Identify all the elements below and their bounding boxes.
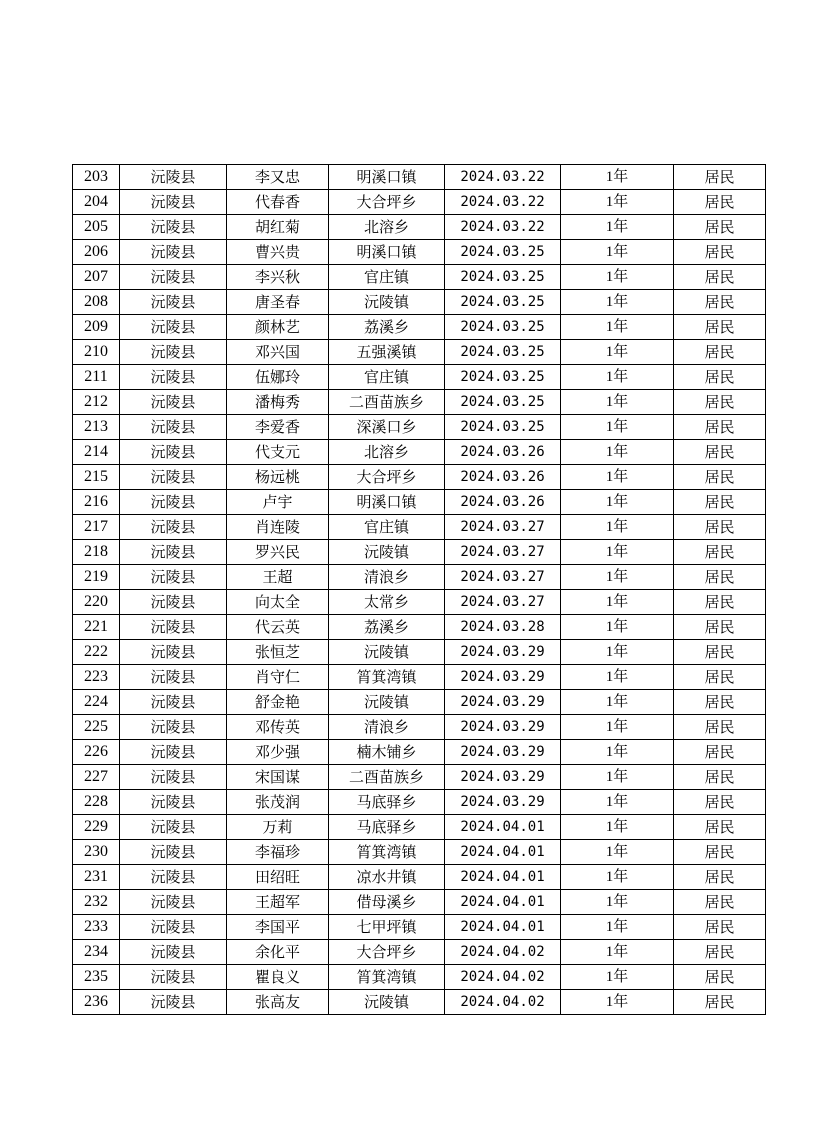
date-cell: 2024.04.02	[445, 965, 561, 990]
county-cell: 沅陵县	[120, 740, 227, 765]
period-cell: 1年	[561, 565, 674, 590]
table-row	[73, 515, 766, 540]
period-cell: 1年	[561, 315, 674, 340]
date-cell: 2024.03.27	[445, 590, 561, 615]
county-cell: 沅陵县	[120, 490, 227, 515]
name-cell: 罗兴民	[227, 540, 329, 565]
date-cell: 2024.03.27	[445, 540, 561, 565]
county-cell: 沅陵县	[120, 265, 227, 290]
category-cell: 居民	[674, 240, 766, 265]
period-cell: 1年	[561, 890, 674, 915]
category-cell: 居民	[674, 165, 766, 190]
township-cell: 大合坪乡	[329, 940, 445, 965]
record-number: 226	[73, 740, 120, 765]
county-cell: 沅陵县	[120, 990, 227, 1015]
township-cell: 楠木铺乡	[329, 740, 445, 765]
category-cell: 居民	[674, 515, 766, 540]
record-number: 232	[73, 890, 120, 915]
date-cell: 2024.04.01	[445, 815, 561, 840]
period-cell: 1年	[561, 865, 674, 890]
category-cell: 居民	[674, 765, 766, 790]
record-number: 214	[73, 440, 120, 465]
period-cell: 1年	[561, 790, 674, 815]
table-row	[73, 165, 766, 190]
township-cell: 凉水井镇	[329, 865, 445, 890]
period-cell: 1年	[561, 765, 674, 790]
name-cell: 肖连陵	[227, 515, 329, 540]
record-number: 233	[73, 915, 120, 940]
table-row	[73, 565, 766, 590]
category-cell: 居民	[674, 215, 766, 240]
record-number: 228	[73, 790, 120, 815]
table-row	[73, 415, 766, 440]
category-cell: 居民	[674, 690, 766, 715]
county-cell: 沅陵县	[120, 415, 227, 440]
period-cell: 1年	[561, 965, 674, 990]
table-row	[73, 815, 766, 840]
records-table	[72, 164, 766, 1015]
date-cell: 2024.03.25	[445, 415, 561, 440]
county-cell: 沅陵县	[120, 840, 227, 865]
township-cell: 七甲坪镇	[329, 915, 445, 940]
township-cell: 筲箕湾镇	[329, 840, 445, 865]
category-cell: 居民	[674, 815, 766, 840]
category-cell: 居民	[674, 990, 766, 1015]
date-cell: 2024.03.25	[445, 340, 561, 365]
record-number: 206	[73, 240, 120, 265]
name-cell: 李兴秋	[227, 265, 329, 290]
record-number: 203	[73, 165, 120, 190]
table-row	[73, 790, 766, 815]
township-cell: 二酉苗族乡	[329, 765, 445, 790]
record-number: 216	[73, 490, 120, 515]
date-cell: 2024.04.02	[445, 990, 561, 1015]
name-cell: 余化平	[227, 940, 329, 965]
table-row	[73, 365, 766, 390]
date-cell: 2024.04.01	[445, 865, 561, 890]
name-cell: 邓传英	[227, 715, 329, 740]
county-cell: 沅陵县	[120, 565, 227, 590]
name-cell: 颜林艺	[227, 315, 329, 340]
record-number: 229	[73, 815, 120, 840]
category-cell: 居民	[674, 615, 766, 640]
date-cell: 2024.04.02	[445, 940, 561, 965]
table-row	[73, 965, 766, 990]
category-cell: 居民	[674, 390, 766, 415]
date-cell: 2024.03.29	[445, 765, 561, 790]
name-cell: 卢宇	[227, 490, 329, 515]
township-cell: 清浪乡	[329, 565, 445, 590]
name-cell: 代春香	[227, 190, 329, 215]
period-cell: 1年	[561, 340, 674, 365]
record-number: 231	[73, 865, 120, 890]
table-row	[73, 915, 766, 940]
county-cell: 沅陵县	[120, 540, 227, 565]
category-cell: 居民	[674, 540, 766, 565]
name-cell: 胡红菊	[227, 215, 329, 240]
township-cell: 清浪乡	[329, 715, 445, 740]
record-number: 223	[73, 665, 120, 690]
category-cell: 居民	[674, 715, 766, 740]
category-cell: 居民	[674, 265, 766, 290]
name-cell: 张恒芝	[227, 640, 329, 665]
name-cell: 李爱香	[227, 415, 329, 440]
township-cell: 太常乡	[329, 590, 445, 615]
record-number: 209	[73, 315, 120, 340]
date-cell: 2024.03.25	[445, 390, 561, 415]
table-row	[73, 865, 766, 890]
township-cell: 官庄镇	[329, 515, 445, 540]
name-cell: 张茂润	[227, 790, 329, 815]
name-cell: 李又忠	[227, 165, 329, 190]
table-row	[73, 590, 766, 615]
table-row	[73, 740, 766, 765]
record-number: 213	[73, 415, 120, 440]
county-cell: 沅陵县	[120, 515, 227, 540]
record-number: 212	[73, 390, 120, 415]
period-cell: 1年	[561, 690, 674, 715]
county-cell: 沅陵县	[120, 190, 227, 215]
name-cell: 杨远桃	[227, 465, 329, 490]
date-cell: 2024.03.26	[445, 440, 561, 465]
township-cell: 深溪口乡	[329, 415, 445, 440]
township-cell: 北溶乡	[329, 440, 445, 465]
township-cell: 官庄镇	[329, 265, 445, 290]
county-cell: 沅陵县	[120, 640, 227, 665]
table-row	[73, 215, 766, 240]
township-cell: 五强溪镇	[329, 340, 445, 365]
period-cell: 1年	[561, 265, 674, 290]
table-row	[73, 890, 766, 915]
county-cell: 沅陵县	[120, 940, 227, 965]
record-number: 222	[73, 640, 120, 665]
record-number: 221	[73, 615, 120, 640]
period-cell: 1年	[561, 740, 674, 765]
period-cell: 1年	[561, 640, 674, 665]
name-cell: 宋国谋	[227, 765, 329, 790]
name-cell: 田绍旺	[227, 865, 329, 890]
date-cell: 2024.03.26	[445, 490, 561, 515]
table-row	[73, 840, 766, 865]
date-cell: 2024.04.01	[445, 840, 561, 865]
table-row	[73, 665, 766, 690]
county-cell: 沅陵县	[120, 690, 227, 715]
county-cell: 沅陵县	[120, 790, 227, 815]
date-cell: 2024.03.25	[445, 290, 561, 315]
date-cell: 2024.03.22	[445, 165, 561, 190]
date-cell: 2024.03.27	[445, 565, 561, 590]
period-cell: 1年	[561, 615, 674, 640]
township-cell: 马底驿乡	[329, 790, 445, 815]
township-cell: 沅陵镇	[329, 290, 445, 315]
township-cell: 大合坪乡	[329, 190, 445, 215]
record-number: 234	[73, 940, 120, 965]
table-row	[73, 190, 766, 215]
table-row	[73, 290, 766, 315]
county-cell: 沅陵县	[120, 665, 227, 690]
township-cell: 荔溪乡	[329, 315, 445, 340]
period-cell: 1年	[561, 215, 674, 240]
period-cell: 1年	[561, 915, 674, 940]
name-cell: 瞿良义	[227, 965, 329, 990]
period-cell: 1年	[561, 465, 674, 490]
name-cell: 代云英	[227, 615, 329, 640]
category-cell: 居民	[674, 590, 766, 615]
date-cell: 2024.03.29	[445, 665, 561, 690]
record-number: 215	[73, 465, 120, 490]
record-number: 210	[73, 340, 120, 365]
category-cell: 居民	[674, 890, 766, 915]
category-cell: 居民	[674, 365, 766, 390]
name-cell: 李福珍	[227, 840, 329, 865]
period-cell: 1年	[561, 165, 674, 190]
period-cell: 1年	[561, 365, 674, 390]
category-cell: 居民	[674, 315, 766, 340]
name-cell: 代支元	[227, 440, 329, 465]
period-cell: 1年	[561, 940, 674, 965]
category-cell: 居民	[674, 665, 766, 690]
category-cell: 居民	[674, 565, 766, 590]
period-cell: 1年	[561, 815, 674, 840]
table-row	[73, 765, 766, 790]
date-cell: 2024.03.29	[445, 790, 561, 815]
record-number: 235	[73, 965, 120, 990]
township-cell: 沅陵镇	[329, 690, 445, 715]
record-number: 236	[73, 990, 120, 1015]
record-number: 230	[73, 840, 120, 865]
category-cell: 居民	[674, 490, 766, 515]
record-number: 205	[73, 215, 120, 240]
township-cell: 北溶乡	[329, 215, 445, 240]
date-cell: 2024.03.27	[445, 515, 561, 540]
township-cell: 沅陵镇	[329, 990, 445, 1015]
county-cell: 沅陵县	[120, 290, 227, 315]
date-cell: 2024.03.29	[445, 740, 561, 765]
category-cell: 居民	[674, 440, 766, 465]
record-number: 219	[73, 565, 120, 590]
period-cell: 1年	[561, 590, 674, 615]
record-number: 225	[73, 715, 120, 740]
category-cell: 居民	[674, 640, 766, 665]
township-cell: 借母溪乡	[329, 890, 445, 915]
period-cell: 1年	[561, 840, 674, 865]
date-cell: 2024.03.22	[445, 190, 561, 215]
record-number: 218	[73, 540, 120, 565]
county-cell: 沅陵县	[120, 240, 227, 265]
category-cell: 居民	[674, 940, 766, 965]
table-row	[73, 390, 766, 415]
period-cell: 1年	[561, 990, 674, 1015]
name-cell: 曹兴贵	[227, 240, 329, 265]
category-cell: 居民	[674, 290, 766, 315]
county-cell: 沅陵县	[120, 815, 227, 840]
table-row	[73, 490, 766, 515]
county-cell: 沅陵县	[120, 965, 227, 990]
township-cell: 明溪口镇	[329, 240, 445, 265]
category-cell: 居民	[674, 465, 766, 490]
name-cell: 王超军	[227, 890, 329, 915]
county-cell: 沅陵县	[120, 865, 227, 890]
period-cell: 1年	[561, 490, 674, 515]
category-cell: 居民	[674, 965, 766, 990]
table-row	[73, 690, 766, 715]
period-cell: 1年	[561, 515, 674, 540]
category-cell: 居民	[674, 840, 766, 865]
township-cell: 筲箕湾镇	[329, 665, 445, 690]
township-cell: 大合坪乡	[329, 465, 445, 490]
county-cell: 沅陵县	[120, 765, 227, 790]
record-number: 204	[73, 190, 120, 215]
name-cell: 邓兴国	[227, 340, 329, 365]
county-cell: 沅陵县	[120, 390, 227, 415]
township-cell: 明溪口镇	[329, 165, 445, 190]
date-cell: 2024.03.29	[445, 690, 561, 715]
name-cell: 肖守仁	[227, 665, 329, 690]
date-cell: 2024.04.01	[445, 915, 561, 940]
date-cell: 2024.03.25	[445, 265, 561, 290]
name-cell: 潘梅秀	[227, 390, 329, 415]
table-row	[73, 240, 766, 265]
record-number: 220	[73, 590, 120, 615]
period-cell: 1年	[561, 290, 674, 315]
category-cell: 居民	[674, 915, 766, 940]
name-cell: 向太全	[227, 590, 329, 615]
period-cell: 1年	[561, 665, 674, 690]
table-row	[73, 615, 766, 640]
table-row	[73, 940, 766, 965]
date-cell: 2024.03.25	[445, 315, 561, 340]
county-cell: 沅陵县	[120, 590, 227, 615]
date-cell: 2024.03.29	[445, 715, 561, 740]
name-cell: 万莉	[227, 815, 329, 840]
name-cell: 唐圣春	[227, 290, 329, 315]
category-cell: 居民	[674, 340, 766, 365]
period-cell: 1年	[561, 415, 674, 440]
township-cell: 马底驿乡	[329, 815, 445, 840]
township-cell: 沅陵镇	[329, 640, 445, 665]
record-number: 207	[73, 265, 120, 290]
table-row	[73, 465, 766, 490]
table-row	[73, 640, 766, 665]
category-cell: 居民	[674, 740, 766, 765]
name-cell: 王超	[227, 565, 329, 590]
records-table-body	[73, 165, 766, 1015]
township-cell: 沅陵镇	[329, 540, 445, 565]
record-number: 211	[73, 365, 120, 390]
name-cell: 舒金艳	[227, 690, 329, 715]
record-number: 217	[73, 515, 120, 540]
name-cell: 邓少强	[227, 740, 329, 765]
county-cell: 沅陵县	[120, 715, 227, 740]
date-cell: 2024.03.26	[445, 465, 561, 490]
date-cell: 2024.03.25	[445, 240, 561, 265]
table-row	[73, 990, 766, 1015]
period-cell: 1年	[561, 715, 674, 740]
county-cell: 沅陵县	[120, 615, 227, 640]
county-cell: 沅陵县	[120, 365, 227, 390]
date-cell: 2024.04.01	[445, 890, 561, 915]
date-cell: 2024.03.29	[445, 640, 561, 665]
name-cell: 伍娜玲	[227, 365, 329, 390]
period-cell: 1年	[561, 240, 674, 265]
name-cell: 李国平	[227, 915, 329, 940]
category-cell: 居民	[674, 190, 766, 215]
record-number: 227	[73, 765, 120, 790]
county-cell: 沅陵县	[120, 915, 227, 940]
table-row	[73, 340, 766, 365]
table-row	[73, 315, 766, 340]
period-cell: 1年	[561, 440, 674, 465]
county-cell: 沅陵县	[120, 890, 227, 915]
county-cell: 沅陵县	[120, 315, 227, 340]
category-cell: 居民	[674, 790, 766, 815]
township-cell: 荔溪乡	[329, 615, 445, 640]
county-cell: 沅陵县	[120, 165, 227, 190]
period-cell: 1年	[561, 190, 674, 215]
county-cell: 沅陵县	[120, 215, 227, 240]
county-cell: 沅陵县	[120, 340, 227, 365]
township-cell: 二酉苗族乡	[329, 390, 445, 415]
table-row	[73, 265, 766, 290]
record-number: 208	[73, 290, 120, 315]
date-cell: 2024.03.25	[445, 365, 561, 390]
table-row	[73, 440, 766, 465]
category-cell: 居民	[674, 415, 766, 440]
county-cell: 沅陵县	[120, 465, 227, 490]
township-cell: 明溪口镇	[329, 490, 445, 515]
name-cell: 张高友	[227, 990, 329, 1015]
county-cell: 沅陵县	[120, 440, 227, 465]
date-cell: 2024.03.28	[445, 615, 561, 640]
record-number: 224	[73, 690, 120, 715]
period-cell: 1年	[561, 390, 674, 415]
township-cell: 官庄镇	[329, 365, 445, 390]
date-cell: 2024.03.22	[445, 215, 561, 240]
period-cell: 1年	[561, 540, 674, 565]
table-row	[73, 540, 766, 565]
township-cell: 筲箕湾镇	[329, 965, 445, 990]
table-row	[73, 715, 766, 740]
category-cell: 居民	[674, 865, 766, 890]
